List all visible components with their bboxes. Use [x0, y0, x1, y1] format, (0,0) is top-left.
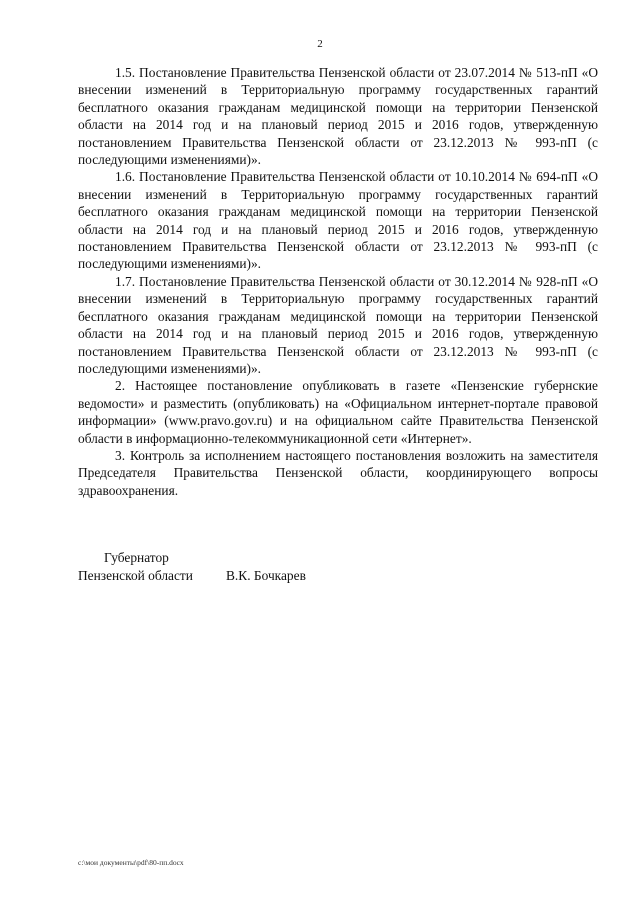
- paragraph-2: 2. Настоящее постановление опубликовать в газете «Пензенские губернские ведомости» и разместить (опубликовать) на «Официальном интернет-портале правовой информации» (www.pravo.gov.ru) и на официальном сайте Правительства Пензенской области в информационно-телекоммуникационной сети «Интернет».: [78, 378, 598, 446]
- paragraph-3: 3. Контроль за исполнением настоящего постановления возложить на заместителя Председателя Правительства Пензенской области, координирующего вопросы здравоохранения.: [78, 447, 598, 498]
- page-number: 2: [317, 38, 323, 50]
- paragraph-1-5: 1.5. Постановление Правительства Пензенской области от 23.07.2014 № 513-пП «О внесении изменений в Территориальную программу государственных гарантий бесплатного оказания гражданам медицинской помощи на территории Пензенской области на 2014 год и на плановый период 2015 и 2016 годов, утвержденную постановлением Правительства Пензенской области от 23.12.2013 № 993-пП (с последующими изменениями)».: [78, 65, 598, 168]
- signature-name: В.К. Бочкарев: [226, 567, 306, 583]
- signature-title: Губернатор: [104, 550, 169, 565]
- signature-line: [78, 567, 398, 585]
- paragraph-1-6: 1.6. Постановление Правительства Пензенской области от 10.10.2014 № 694-пП «О внесении изменений в Территориальную программу государственных гарантий бесплатного оказания гражданам медицинской помощи на территории Пензенской области на 2014 год и на плановый период 2015 и 2016 годов, утвержденную постановлением Правительства Пензенской области от 23.12.2013 № 993-пП (с последующими изменениями)».: [78, 169, 598, 272]
- footer-file-path: c:\мои документы\pdf\80-пп.docx: [78, 858, 184, 867]
- paragraph-1-7: 1.7. Постановление Правительства Пензенской области от 30.12.2014 № 928-пП «О внесении изменений в Территориальную программу государственных гарантий бесплатного оказания гражданам медицинской помощи на территории Пензенской области на 2014 год и на плановый период 2015 и 2016 годов, утвержденную постановлением Правительства Пензенской области от 23.12.2013 № 993-пП (с последующими изменениями)».: [78, 273, 598, 376]
- document-body: [78, 64, 598, 499]
- signature-block: [78, 549, 398, 584]
- signature-region: Пензенской области: [78, 567, 193, 583]
